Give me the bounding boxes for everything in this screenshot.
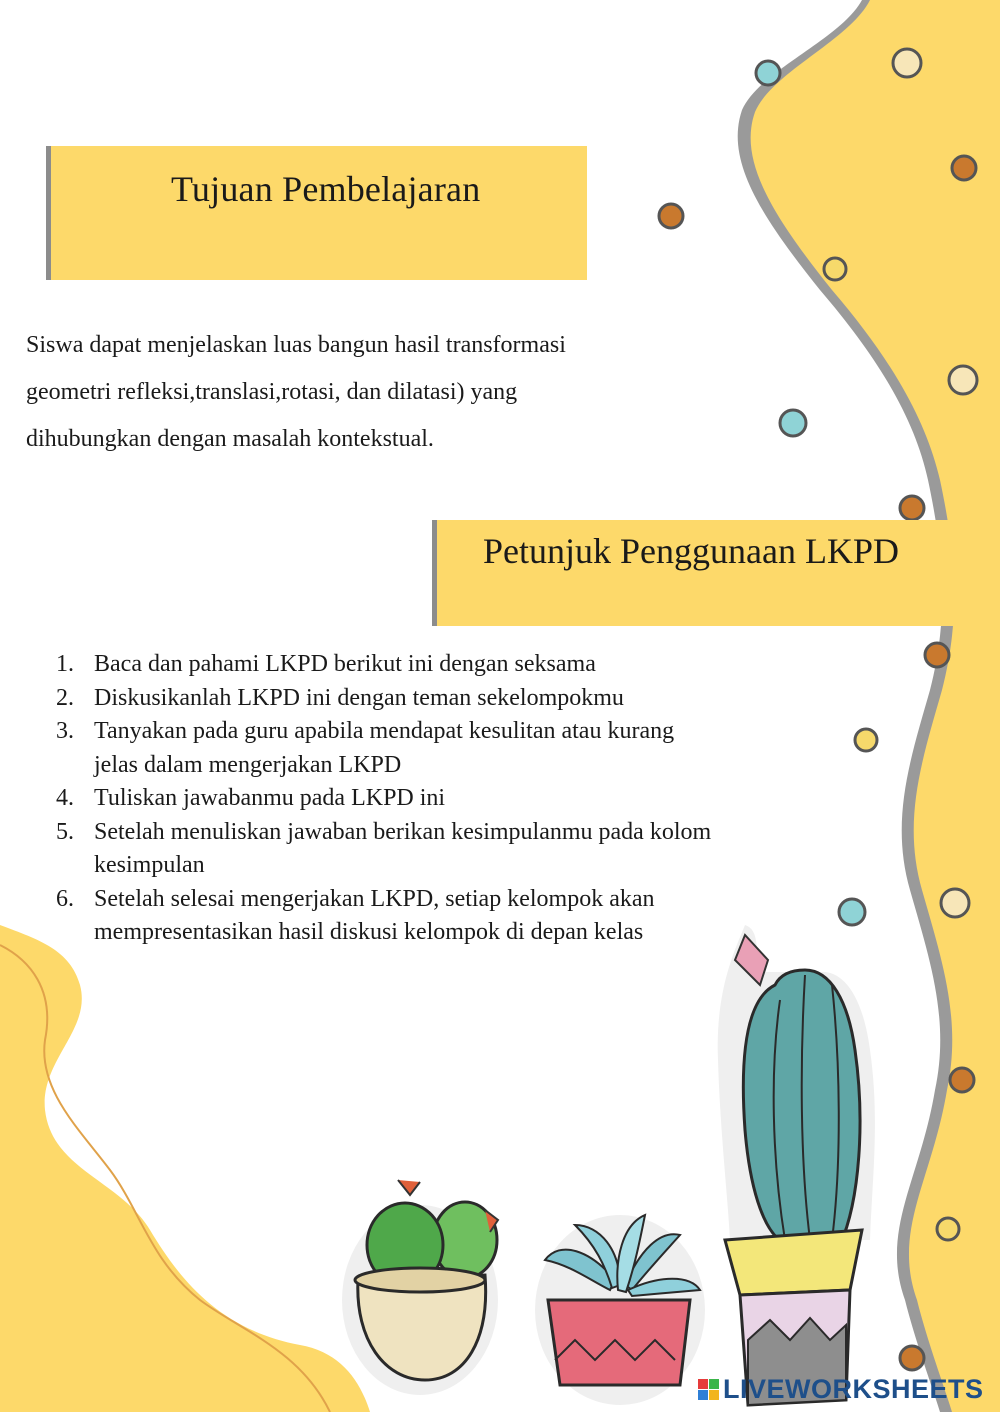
- objectives-title: Tujuan Pembelajaran: [171, 169, 481, 209]
- list-item-text: jelas dalam mengerjakan LKPD: [94, 751, 402, 778]
- list-item-text: Diskusikanlah LKPD ini dengan teman sekelompokmu: [94, 684, 624, 711]
- list-item: [56, 715, 816, 782]
- list-item-number: 6.: [56, 885, 74, 912]
- badge-square: [709, 1390, 719, 1400]
- list-item-text: kesimpulan: [94, 852, 205, 878]
- list-item-text: Setelah selesai mengerjakan LKPD, setiap kelompok akan: [94, 885, 655, 912]
- list-item-number: 5.: [56, 818, 74, 845]
- left-wave: [0, 925, 370, 1412]
- liveworksheets-logo[interactable]: [698, 1374, 984, 1405]
- instructions-list: [56, 648, 816, 950]
- list-item-text: Setelah menuliskan jawaban berikan kesimpulanmu pada kolom: [94, 818, 712, 845]
- list-item-text: Tanyakan pada guru apabila mendapat kesulitan atau kurang: [94, 718, 675, 744]
- list-item-number: 3.: [56, 718, 74, 744]
- list-item: [56, 883, 816, 950]
- objectives-heading-box: [46, 146, 587, 280]
- objectives-text: [26, 322, 666, 463]
- list-item-text: mempresentasikan hasil diskusi kelompok di depan kelas: [94, 919, 644, 945]
- logo-badge-icon: [698, 1379, 719, 1400]
- list-item: [56, 782, 816, 816]
- list-item: [56, 816, 816, 883]
- logo-text: LIVEWORKSHEETS: [723, 1374, 984, 1404]
- list-item-number: 2.: [56, 684, 74, 711]
- badge-square: [698, 1390, 708, 1400]
- tall-cactus-illustration: [718, 925, 875, 1405]
- list-item: [56, 682, 816, 716]
- instructions-heading-box: [432, 520, 962, 626]
- badge-square: [698, 1379, 708, 1389]
- instructions-title: Petunjuk Penggunaan LKPD: [483, 531, 899, 571]
- list-item-number: 1.: [56, 651, 74, 677]
- objective-line: Siswa dapat menjelaskan luas bangun hasil transformasi: [26, 332, 566, 358]
- round-cactus-illustration: [342, 1180, 498, 1395]
- list-item: [56, 648, 816, 682]
- badge-square: [709, 1379, 719, 1389]
- objective-line: dihubungkan dengan masalah kontekstual.: [26, 426, 434, 452]
- objective-line: geometri refleksi,translasi,rotasi, dan dilatasi) yang: [26, 379, 518, 405]
- succulent-illustration: [535, 1215, 705, 1405]
- list-item-text: Tuliskan jawabanmu pada LKPD ini: [94, 785, 446, 811]
- list-item-text: Baca dan pahami LKPD berikut ini dengan seksama: [94, 651, 596, 677]
- list-item-number: 4.: [56, 785, 74, 811]
